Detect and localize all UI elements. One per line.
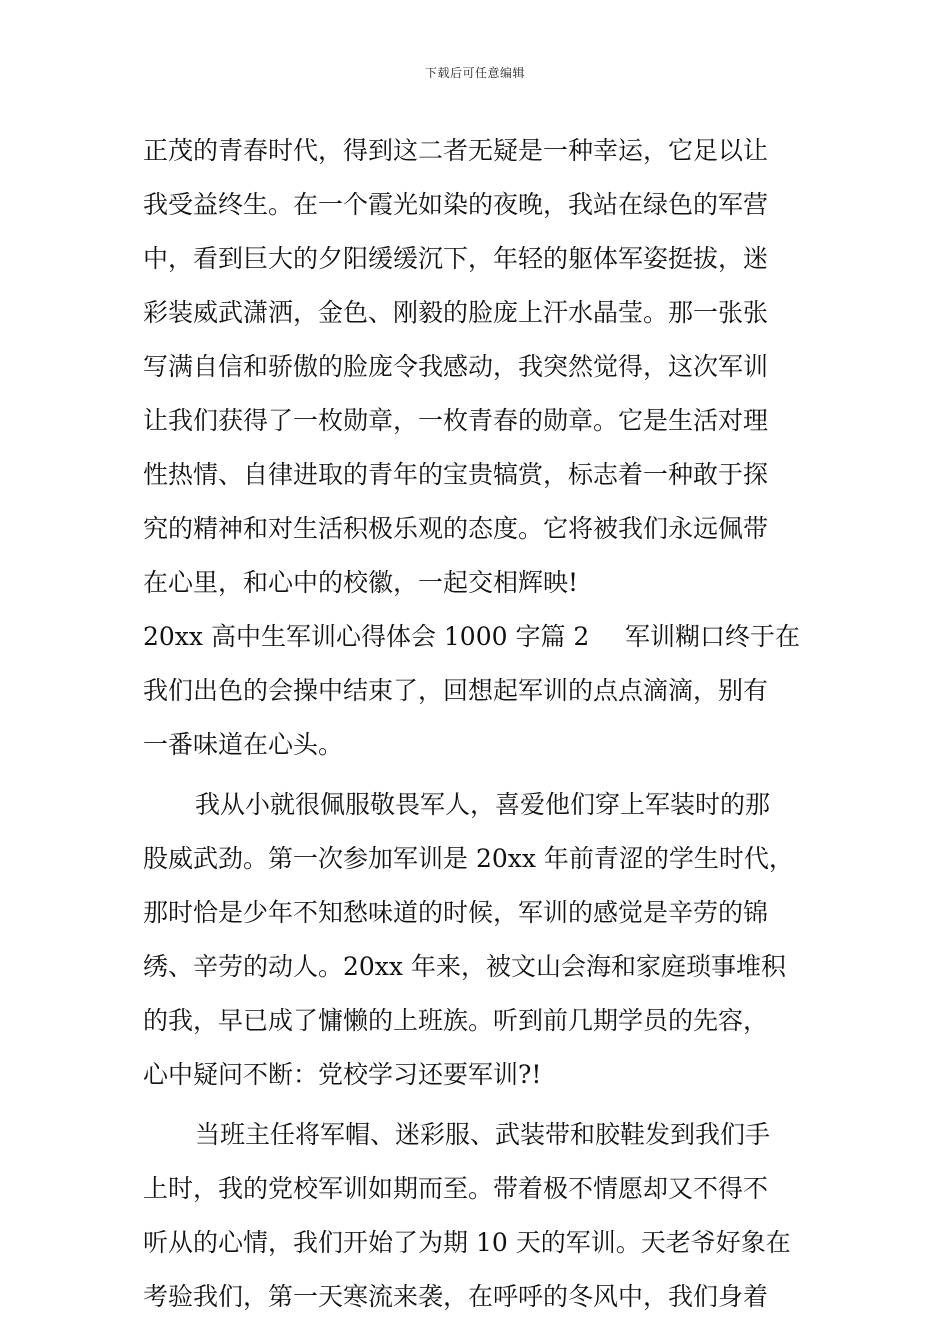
text-line: 在心里，和心中的校徽，一起交相辉映! [143,568,579,597]
section-heading-tail: 军训糊口终于在 [625,622,801,651]
document-body [143,124,807,1324]
section-heading: 20xx 高中生军训心得体会 1000 字篇 2 [143,622,590,651]
text-line: 一番味道在心头。 [143,730,344,759]
text-line: 那时恰是少年不知愁味道的时候，军训的感觉是辛劳的锦 [143,898,769,927]
text-line: 心中疑问不断：党校学习还要军训?! [143,1060,542,1089]
text-line: 我受益终生。在一个霞光如染的夜晚，我站在绿色的军营 [143,190,769,219]
text-line: 中，看到巨大的夕阳缓缓沉下，年轻的躯体军姿挺拔，迷 [143,244,769,273]
text-line: 考验我们，第一天寒流来袭，在呼呼的冬风中，我们身着 [143,1282,769,1311]
text-line: 我从小就很佩服敬畏军人，喜爱他们穿上军装时的那 [195,790,771,819]
page-header-note: 下载后可任意编辑 [424,66,525,80]
section-heading-line [143,610,807,664]
text-line: 让我们获得了一枚勋章，一枚青春的勋章。它是生活对理 [143,406,769,435]
text-line: 彩装威武潇洒，金色、刚毅的脸庞上汗水晶莹。那一张张 [143,298,769,327]
text-line: 性热情、自律进取的青年的宝贵犒赏，标志着一种敢于探 [143,460,769,489]
text-line: 上时，我的党校军训如期而至。带着极不情愿却又不得不 [143,1174,769,1203]
text-line: 写满自信和骄傲的脸庞令我感动，我突然觉得，这次军训 [143,352,769,381]
text-line: 究的精神和对生活积极乐观的态度。它将被我们永远佩带 [143,514,769,543]
text-line: 股威武劲。第一次参加军训是 20xx 年前青涩的学生时代， [143,844,794,873]
text-line: 听从的心情，我们开始了为期 10 天的军训。天老爷好象在 [143,1228,791,1257]
text-line: 正茂的青春时代，得到这二者无疑是一种幸运，它足以让 [143,136,769,165]
text-line: 的我，早已成了慵懒的上班族。听到前几期学员的先容， [143,1006,769,1035]
text-line: 我们出色的会操中结束了，回想起军训的点点滴滴，别有 [143,676,769,705]
text-line: 绣、辛劳的动人。20xx 年来，被文山会海和家庭琐事堆积 [143,952,786,981]
text-line: 当班主任将军帽、迷彩服、武装带和胶鞋发到我们手 [195,1120,771,1149]
